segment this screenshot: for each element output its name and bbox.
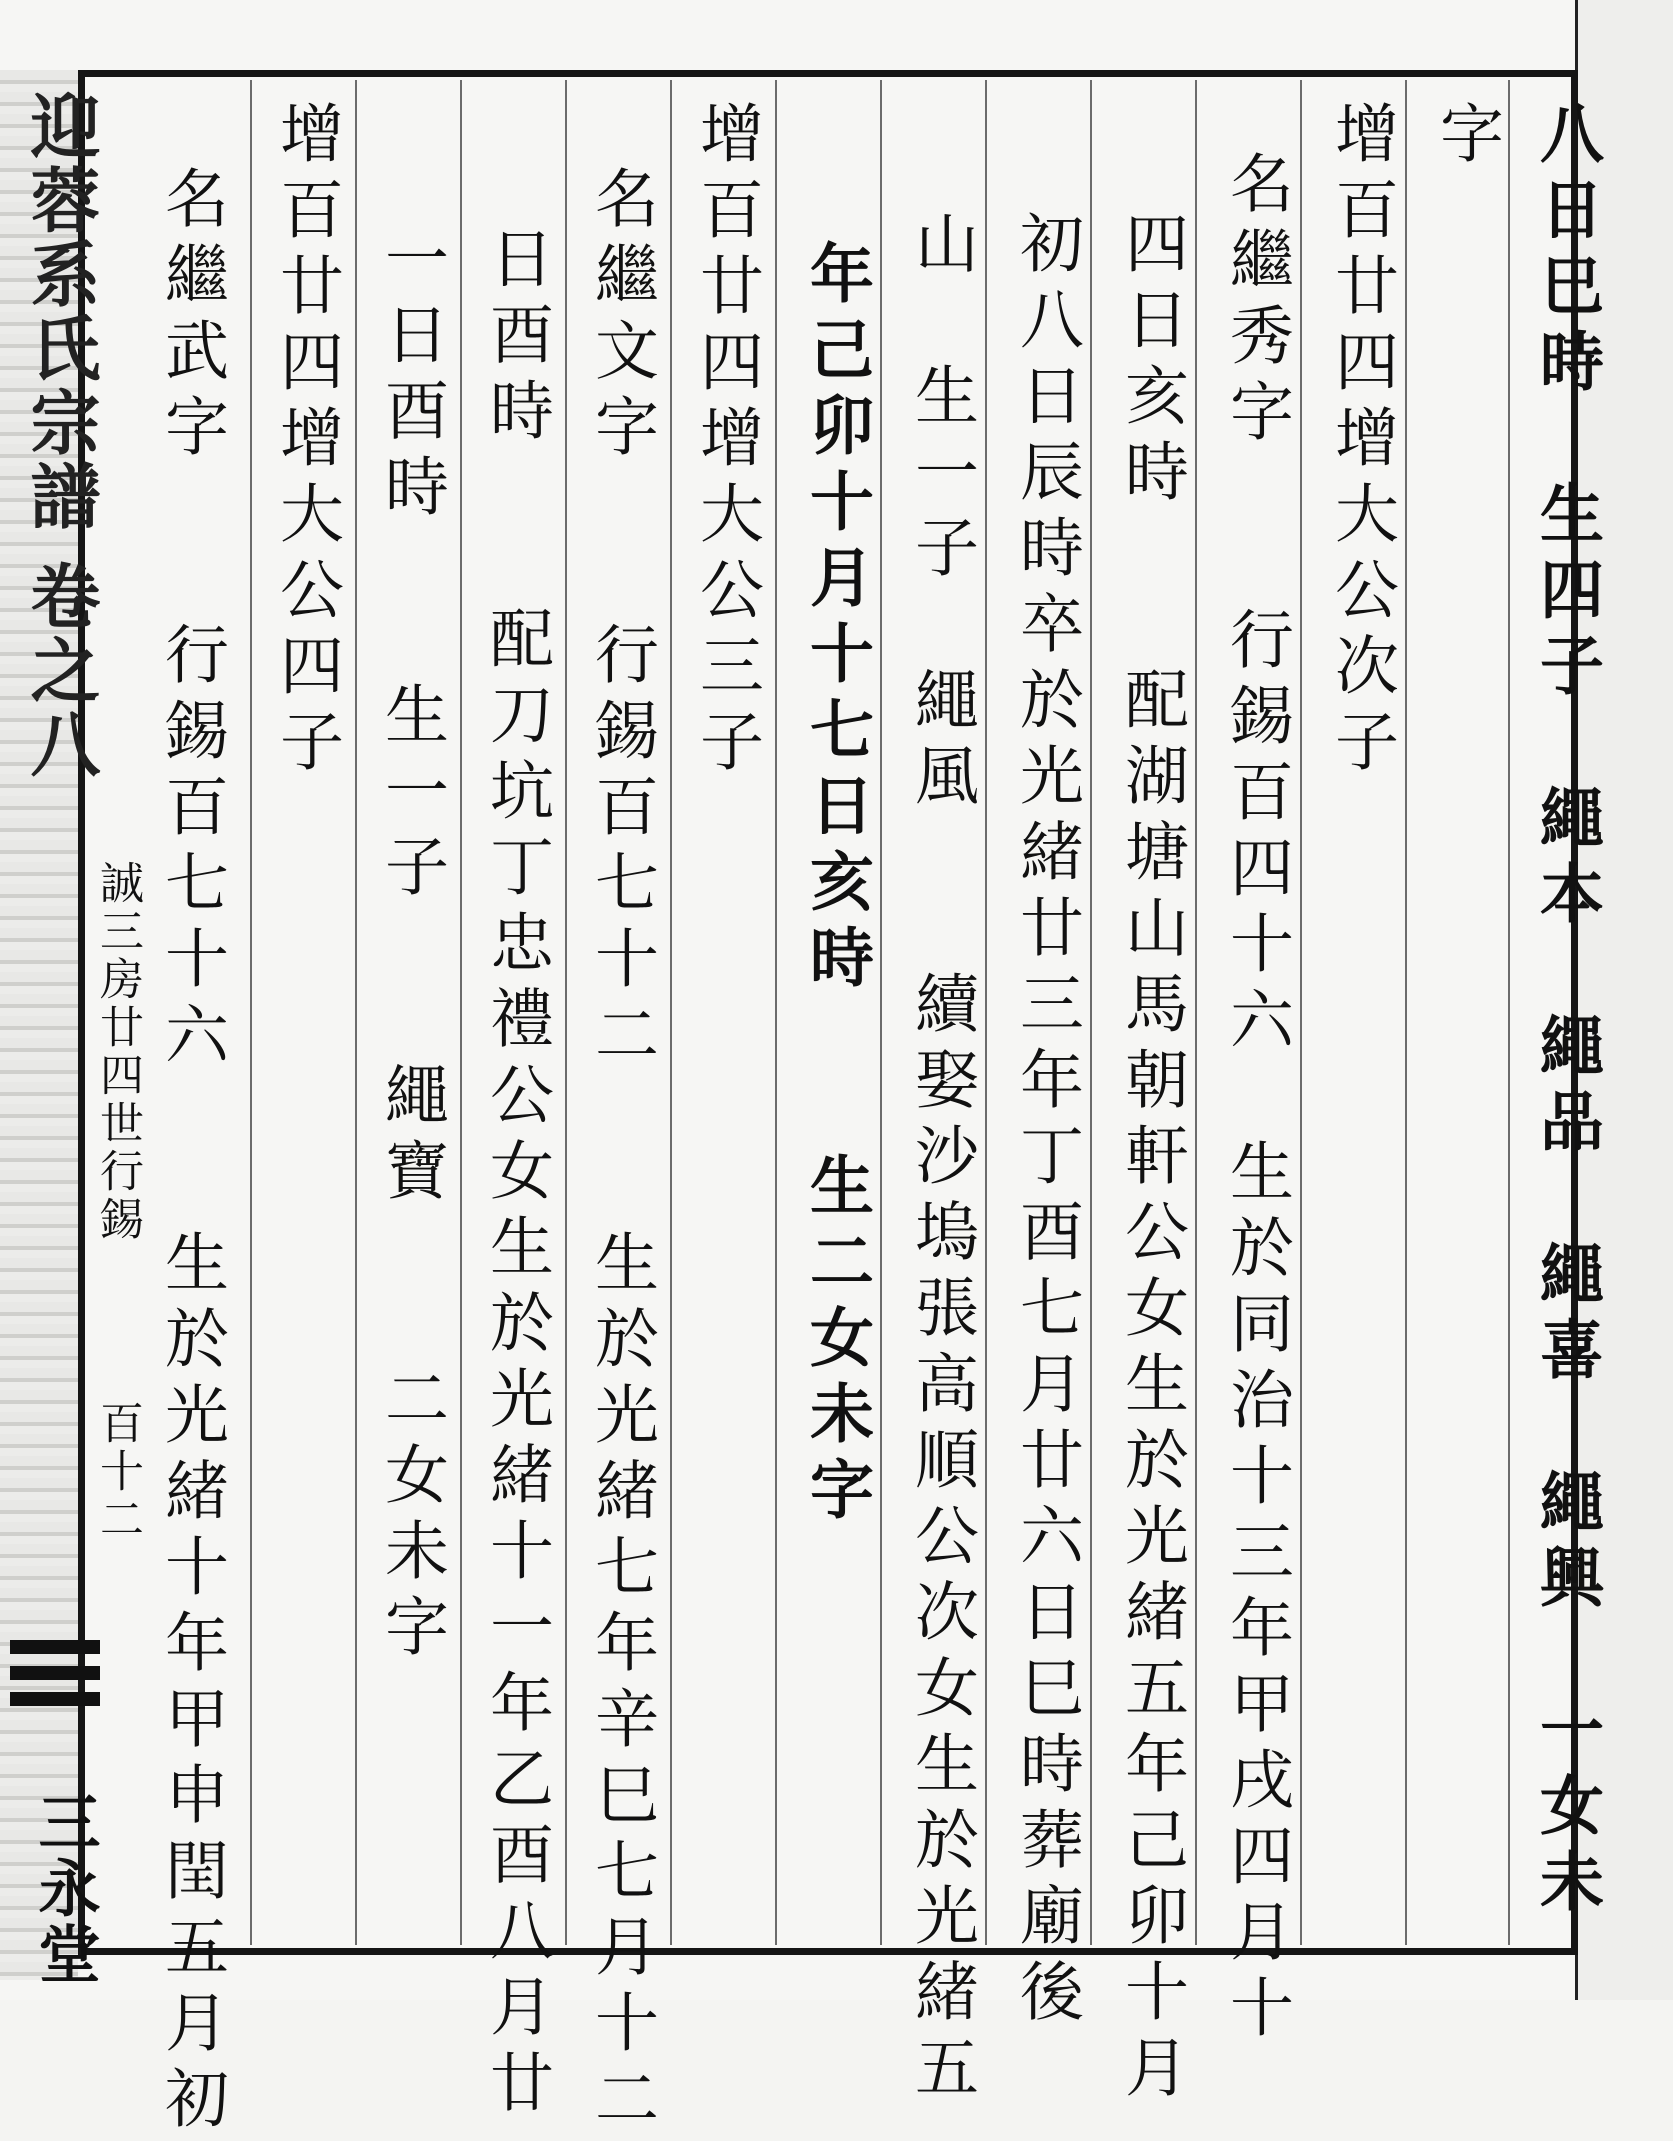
text-column-8: 年己卯十月十七日亥時 生二女未字: [799, 240, 874, 1532]
column-rule: [1508, 80, 1510, 1945]
column-rule: [985, 80, 987, 1945]
volume-label: 卷之八: [19, 560, 102, 782]
page-number: 百十二: [92, 1400, 143, 1544]
book-title: 迎蓉系氏宗譜: [19, 90, 102, 534]
column-rule: [565, 80, 567, 1945]
section-label: 誠三房廿四世行錫: [92, 860, 143, 1244]
column-rule: [1195, 80, 1197, 1945]
text-column-1: 八日巳時 生四子 繩本 繩品 繩喜 繩興 一女未: [1529, 100, 1604, 1924]
text-column-4: 名繼秀字 行錫百四十六 生於同治十三年甲戌四月十: [1219, 150, 1293, 2050]
text-column-9: 增百廿四增大公三子: [689, 100, 763, 784]
text-column-10: 名繼文字 行錫百七十二 生於光緒七年辛巳七月十二: [584, 165, 658, 2141]
text-column-5: 四日亥時 配湖塘山馬朝軒公女生於光緒五年己卯十月: [1114, 210, 1188, 2110]
text-column-3: 增百廿四增大公次子: [1324, 100, 1398, 784]
column-rule: [460, 80, 462, 1945]
text-column-13: 增百廿四增大公四子: [269, 100, 343, 784]
text-column-6: 初八日辰時卒於光緒廿三年丁酉七月廿六日巳時葬廟後: [1009, 210, 1083, 2034]
column-rule: [1405, 80, 1407, 1945]
text-column-11: 日酉時 配刀坑丁忠禮公女生於光緒十一年乙酉八月廿: [479, 225, 553, 2125]
text-column-2: 字: [1429, 100, 1503, 176]
text-column-12: 一日酉時 生一子 繩寶 二女未字: [374, 225, 448, 1669]
column-rule: [355, 80, 357, 1945]
text-column-7: 山 生一子 繩風 續娶沙塢張高順公次女生於光緒五: [904, 210, 978, 2110]
column-rule: [775, 80, 777, 1945]
hall-name: 三永堂: [28, 1790, 101, 1988]
decorative-bars: [10, 1640, 100, 1718]
column-rule: [670, 80, 672, 1945]
column-rule: [1300, 80, 1302, 1945]
column-rule: [250, 80, 252, 1945]
column-rule: [880, 80, 882, 1945]
column-rule: [1090, 80, 1092, 1945]
text-column-14: 名繼武字 行錫百七十六 生於光緒十年甲申閏五月初: [154, 165, 228, 2141]
